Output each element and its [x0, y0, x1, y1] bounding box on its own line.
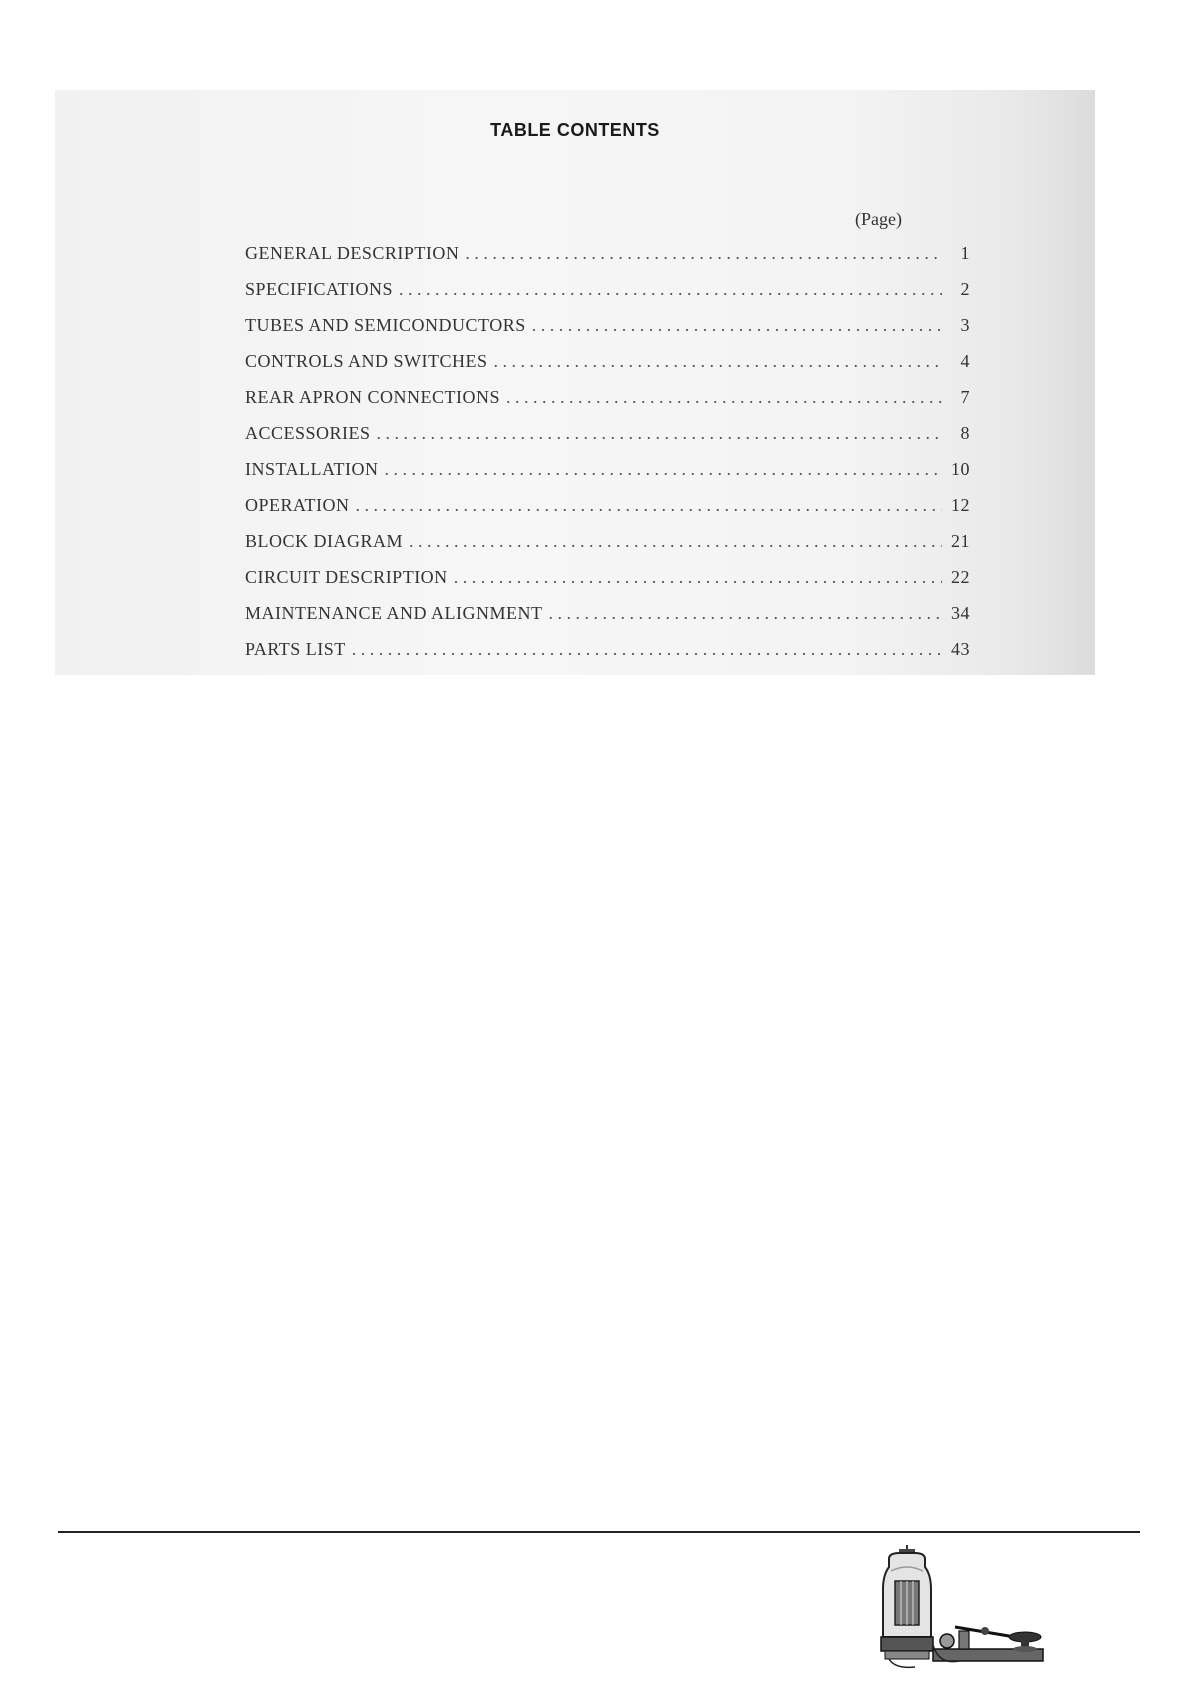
- dot-leader: [454, 567, 942, 588]
- toc-entry-page: 3: [960, 315, 970, 335]
- toc-entry-page: 34: [951, 603, 970, 623]
- toc-entry-page: 12: [951, 495, 970, 515]
- toc-entry-page: 7: [960, 387, 970, 407]
- dot-leader: [548, 603, 942, 624]
- toc-entry-page: 10: [951, 459, 970, 479]
- toc-entry[interactable]: [245, 567, 970, 603]
- toc-entry-label: ACCESSORIES: [245, 423, 371, 443]
- dot-leader: [356, 495, 942, 516]
- toc-entry-label: CONTROLS AND SWITCHES: [245, 351, 488, 371]
- toc-entry-label: INSTALLATION: [245, 459, 379, 479]
- dot-leader: [532, 315, 942, 336]
- dot-leader: [385, 459, 942, 480]
- dot-leader: [409, 531, 942, 552]
- toc-entry-label: REAR APRON CONNECTIONS: [245, 387, 501, 407]
- toc-entry-page: 43: [951, 639, 970, 659]
- toc-entry-page: 21: [951, 531, 970, 551]
- toc-entry[interactable]: [245, 531, 970, 567]
- dot-leader: [494, 351, 942, 372]
- toc-entry[interactable]: [245, 315, 970, 351]
- toc-entry[interactable]: [245, 459, 970, 495]
- toc-entry-label: OPERATION: [245, 495, 350, 515]
- toc-title: TABLE CONTENTS: [490, 120, 660, 140]
- toc-entry-label: BLOCK DIAGRAM: [245, 531, 404, 551]
- toc-entry-label: GENERAL DESCRIPTION: [245, 243, 460, 263]
- toc-entry[interactable]: [245, 603, 970, 639]
- toc-list: [245, 243, 970, 675]
- dot-leader: [506, 387, 942, 408]
- dot-leader: [377, 423, 942, 444]
- toc-entry-page: 8: [960, 423, 970, 443]
- toc-entry-page: 2: [960, 279, 970, 299]
- toc-entry[interactable]: [245, 279, 970, 315]
- dot-leader: [465, 243, 942, 264]
- toc-entry-label: CIRCUIT DESCRIPTION: [245, 567, 448, 587]
- toc-entry-label: PARTS LIST: [245, 639, 346, 659]
- toc-entry-page: 4: [960, 351, 970, 371]
- toc-entry-label: MAINTENANCE AND ALIGNMENT: [245, 603, 543, 623]
- toc-entry[interactable]: [245, 387, 970, 423]
- toc-entry[interactable]: [245, 243, 970, 279]
- toc-entry-label: TUBES AND SEMICONDUCTORS: [245, 315, 526, 335]
- toc-entry[interactable]: [245, 351, 970, 387]
- dot-leader: [352, 639, 942, 660]
- toc-entry[interactable]: [245, 639, 970, 675]
- scanned-page-region: [55, 90, 1095, 675]
- toc-entry-page: 22: [951, 567, 970, 587]
- toc-entry[interactable]: [245, 495, 970, 531]
- page-column-header: (Page): [855, 209, 902, 229]
- toc-entry-page: 1: [960, 243, 970, 263]
- vacuum-tube-telegraph-key-icon: [875, 1545, 1065, 1673]
- toc-entry-label: SPECIFICATIONS: [245, 279, 394, 299]
- dot-leader: [399, 279, 942, 300]
- footer-divider: [58, 1531, 1140, 1533]
- toc-entry[interactable]: [245, 423, 970, 459]
